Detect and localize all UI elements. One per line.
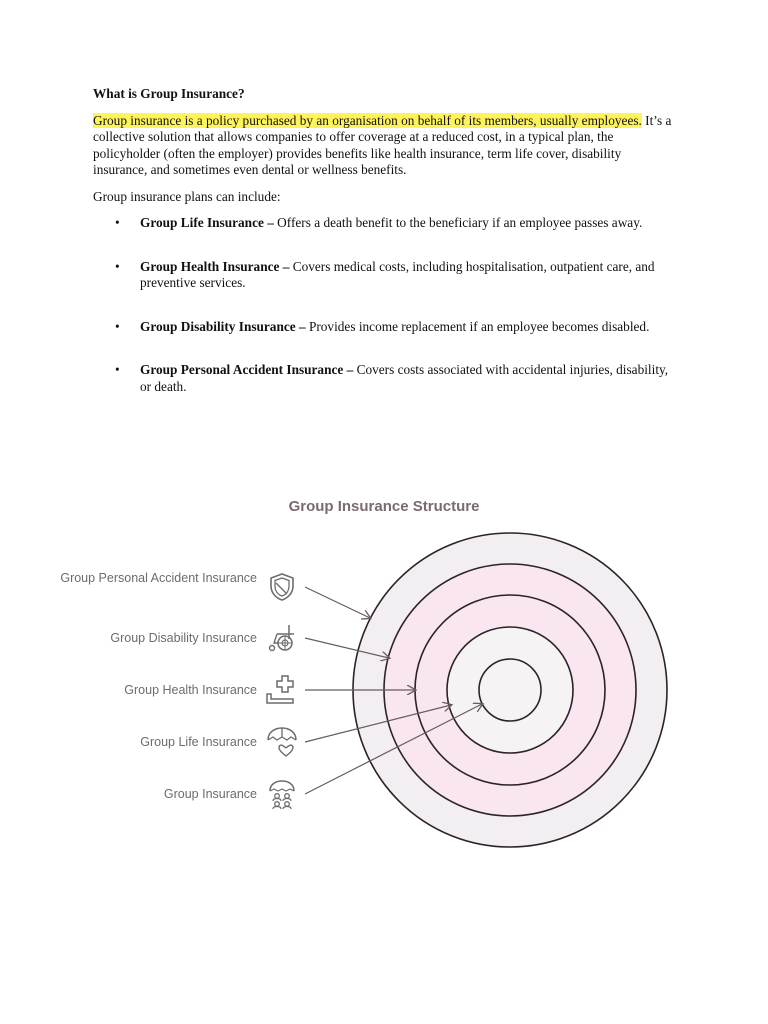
bullet-icon: • [115,318,120,334]
list-item-personal-accident [93,362,673,395]
highlighted-definition: Group insurance is a policy purchased by an organisation on behalf of its members, usually employees. [93,112,642,128]
umbrella-heart-icon [265,725,299,759]
bullet-icon: • [115,258,120,274]
list-item-text: Covers medical costs, including hospitalisation, outpatient care, and preventive services. [140,258,655,290]
medical-cross-hand-icon [265,673,299,707]
label-personal-accident: Group Personal Accident Insurance [60,571,257,585]
shield-icon [265,570,299,604]
document-body [93,86,673,422]
list-item-title: Group Life Insurance – [140,215,274,230]
list-item-text: Covers costs associated with accidental injuries, disability, or death. [140,362,669,394]
label-life: Group Life Insurance [140,735,257,749]
list-item-title: Group Disability Insurance – [140,318,306,334]
arrow-personal-accident [305,587,370,618]
bullet-icon: • [115,215,120,230]
label-disability: Group Disability Insurance [110,631,257,645]
plan-type-list [93,215,673,395]
bullet-icon: • [115,362,120,377]
list-item-title: Group Health Insurance – [140,258,290,274]
list-item-health [93,259,673,292]
umbrella-people-icon [265,777,299,811]
list-item-life [93,215,673,232]
wheelchair-icon [265,621,299,655]
group-insurance-diagram [0,490,768,850]
list-item-text: Offers a death benefit to the beneficiary if an employee passes away. [273,215,643,230]
list-item-text: Provides income replacement if an employee becomes disabled. [305,318,650,334]
ring-group-insurance [479,659,541,721]
page-title: What is Group Insurance? [93,86,245,101]
label-health: Group Health Insurance [124,683,257,697]
label-group-insurance: Group Insurance [163,787,257,801]
intro-rest-text: It’s a collective solution that allows companies to offer coverage at a reduced cost, in a typical plan, the policyholder (often the employer) provides benefits like health insurance, term life cover, disability insurance, and sometimes even dental or wellness benefits. [93,112,672,177]
concentric-rings [0,490,768,850]
list-item-title: Group Personal Accident Insurance – [140,362,354,377]
list-intro: Group insurance plans can include: [93,188,281,204]
intro-paragraph [93,113,673,179]
list-item-disability [93,319,673,336]
diagram-title: Group Insurance Structure [288,498,480,515]
